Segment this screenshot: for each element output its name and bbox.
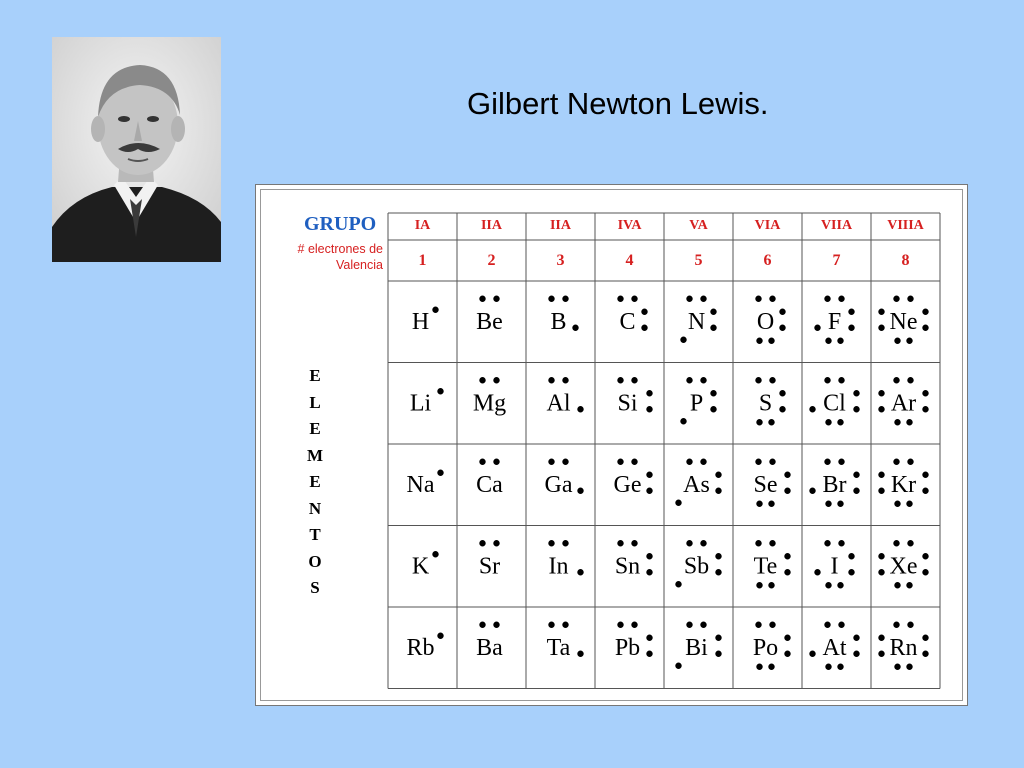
electron-dot	[577, 406, 583, 412]
grupo-label: GRUPO	[304, 213, 377, 235]
electron-dot	[894, 582, 900, 588]
electron-dot	[769, 296, 775, 302]
group-label: IIA	[549, 218, 572, 233]
electron-dot	[700, 459, 706, 465]
valence-count: 3	[556, 252, 565, 269]
element-symbol: Se	[753, 471, 778, 498]
element-symbol: Ta	[546, 634, 571, 661]
electron-dot	[825, 664, 831, 670]
electron-dot	[779, 309, 785, 315]
electron-dot	[617, 540, 623, 546]
electron-dot	[779, 325, 785, 331]
valence-label-line2: Valencia	[335, 258, 383, 272]
electron-dot	[686, 459, 692, 465]
electron-dot	[853, 472, 859, 478]
element-symbol: Na	[406, 471, 435, 498]
electron-dot	[769, 377, 775, 383]
electron-dot	[907, 377, 913, 383]
valence-count: 6	[763, 252, 772, 269]
electron-dot	[479, 540, 485, 546]
electron-dot	[675, 581, 681, 587]
electron-dot	[779, 390, 785, 396]
elementos-letter: N	[308, 498, 322, 518]
element-symbol: Po	[752, 634, 779, 661]
element-symbol: C	[619, 308, 636, 335]
electron-dot	[825, 582, 831, 588]
electron-dot	[562, 459, 568, 465]
element-symbol: Sn	[614, 553, 641, 580]
electron-dot	[907, 622, 913, 628]
electron-dot	[893, 296, 899, 302]
electron-dot	[824, 540, 830, 546]
electron-dot	[479, 377, 485, 383]
electron-dot	[479, 459, 485, 465]
electron-dot	[768, 582, 774, 588]
element-symbol: Sb	[683, 553, 710, 580]
electron-dot	[756, 419, 762, 425]
electron-dot	[675, 663, 681, 669]
valence-count: 8	[901, 252, 910, 269]
element-symbol: Br	[822, 471, 847, 498]
electron-dot	[893, 540, 899, 546]
element-symbol: In	[548, 553, 569, 580]
group-label: IVA	[617, 218, 642, 233]
electron-dot	[715, 569, 721, 575]
electron-dot	[838, 622, 844, 628]
electron-dot	[700, 377, 706, 383]
electron-dot	[824, 377, 830, 383]
electron-dot	[848, 325, 854, 331]
electron-dot	[922, 651, 928, 657]
electron-dot	[756, 664, 762, 670]
electron-dot	[715, 472, 721, 478]
electron-dot	[838, 459, 844, 465]
electron-dot	[809, 651, 815, 657]
element-symbol: F	[827, 308, 842, 335]
electron-dot	[906, 501, 912, 507]
electron-dot	[809, 406, 815, 412]
electron-dot	[755, 296, 761, 302]
electron-dot	[646, 390, 652, 396]
electron-dot	[848, 569, 854, 575]
electron-dot	[894, 419, 900, 425]
electron-dot	[837, 582, 843, 588]
element-symbol: B	[550, 308, 567, 335]
element-symbol: Te	[753, 553, 778, 580]
elementos-letter: S	[310, 578, 320, 597]
electron-dot	[922, 390, 928, 396]
electron-dot	[768, 501, 774, 507]
electron-dot	[853, 390, 859, 396]
electron-dot	[641, 325, 647, 331]
group-label: VA	[689, 218, 708, 233]
electron-dot	[922, 309, 928, 315]
electron-dot	[825, 501, 831, 507]
electron-dot	[493, 377, 499, 383]
electron-dot	[548, 540, 554, 546]
electron-dot	[493, 459, 499, 465]
electron-dot	[906, 582, 912, 588]
electron-dot	[631, 540, 637, 546]
electron-dot	[837, 501, 843, 507]
group-label: VIIIA	[887, 218, 924, 233]
electron-dot	[922, 406, 928, 412]
electron-dot	[686, 540, 692, 546]
electron-dot	[646, 651, 652, 657]
electron-dot	[479, 296, 485, 302]
electron-dot	[756, 501, 762, 507]
portrait-photo	[52, 37, 221, 262]
group-label: VIA	[754, 218, 781, 233]
electron-dot	[479, 622, 485, 628]
element-symbol: Si	[617, 390, 638, 417]
electron-dot	[577, 488, 583, 494]
electron-dot	[755, 622, 761, 628]
electron-dot	[572, 325, 578, 331]
element-symbol: Kr	[890, 471, 917, 498]
electron-dot	[784, 635, 790, 641]
elementos-letter: L	[309, 392, 321, 412]
element-symbol: Mg	[472, 390, 507, 417]
electron-dot	[907, 540, 913, 546]
electron-dot	[617, 459, 623, 465]
electron-dot	[922, 569, 928, 575]
electron-dot	[577, 569, 583, 575]
lewis-dot-table	[255, 184, 968, 706]
element-symbol: Al	[546, 390, 571, 417]
element-symbol: Ba	[476, 634, 503, 661]
electron-dot	[755, 540, 761, 546]
electron-dot	[768, 338, 774, 344]
electron-dot	[710, 406, 716, 412]
electron-dot	[617, 296, 623, 302]
element-symbol: Rb	[406, 634, 435, 661]
electron-dot	[548, 296, 554, 302]
electron-dot	[631, 377, 637, 383]
element-symbol: Be	[476, 308, 503, 335]
electron-dot	[646, 472, 652, 478]
electron-dot	[893, 622, 899, 628]
group-label: IIA	[480, 218, 503, 233]
element-symbol: Xe	[889, 553, 918, 580]
elementos-letter: O	[308, 551, 322, 571]
electron-dot	[493, 296, 499, 302]
electron-dot	[756, 582, 762, 588]
electron-dot	[646, 635, 652, 641]
electron-dot	[922, 472, 928, 478]
electron-dot	[894, 338, 900, 344]
lewis-grid	[256, 185, 969, 707]
element-symbol: K	[411, 553, 430, 580]
electron-dot	[562, 377, 568, 383]
electron-dot	[907, 296, 913, 302]
electron-dot	[768, 664, 774, 670]
electron-dot	[824, 459, 830, 465]
electron-dot	[710, 325, 716, 331]
electron-dot	[838, 296, 844, 302]
electron-dot	[878, 390, 884, 396]
electron-dot	[710, 390, 716, 396]
electron-dot	[893, 459, 899, 465]
electron-dot	[646, 406, 652, 412]
electron-dot	[769, 540, 775, 546]
electron-dot	[837, 338, 843, 344]
electron-dot	[784, 651, 790, 657]
electron-dot	[837, 664, 843, 670]
electron-dot	[853, 488, 859, 494]
element-symbol: Sr	[478, 553, 501, 580]
electron-dot	[922, 635, 928, 641]
electron-dot	[641, 309, 647, 315]
electron-dot	[437, 470, 443, 476]
electron-dot	[894, 664, 900, 670]
electron-dot	[562, 296, 568, 302]
electron-dot	[814, 325, 820, 331]
electron-dot	[809, 488, 815, 494]
element-symbol: N	[687, 308, 706, 335]
electron-dot	[432, 551, 438, 557]
electron-dot	[768, 419, 774, 425]
valence-count: 1	[418, 252, 427, 269]
electron-dot	[548, 377, 554, 383]
valence-label-line1: # electrones de	[297, 242, 383, 256]
electron-dot	[437, 633, 443, 639]
electron-dot	[907, 459, 913, 465]
electron-dot	[825, 338, 831, 344]
electron-dot	[878, 635, 884, 641]
electron-dot	[562, 622, 568, 628]
element-symbol: At	[822, 634, 847, 661]
slide-title: Gilbert Newton Lewis.	[467, 86, 769, 121]
electron-dot	[755, 377, 761, 383]
electron-dot	[493, 540, 499, 546]
electron-dot	[878, 406, 884, 412]
electron-dot	[824, 622, 830, 628]
electron-dot	[824, 296, 830, 302]
electron-dot	[700, 540, 706, 546]
electron-dot	[631, 296, 637, 302]
group-label: IA	[414, 218, 431, 233]
element-symbol: Rn	[889, 634, 918, 661]
valence-count: 4	[625, 252, 634, 269]
element-symbol: Li	[409, 390, 432, 417]
element-symbol: As	[683, 471, 710, 498]
electron-dot	[779, 406, 785, 412]
electron-dot	[848, 309, 854, 315]
electron-dot	[878, 651, 884, 657]
electron-dot	[646, 488, 652, 494]
electron-dot	[838, 377, 844, 383]
electron-dot	[631, 459, 637, 465]
electron-dot	[432, 307, 438, 313]
elementos-letter: E	[309, 419, 321, 438]
electron-dot	[710, 309, 716, 315]
electron-dot	[922, 325, 928, 331]
electron-dot	[715, 488, 721, 494]
valence-count: 5	[694, 252, 703, 269]
element-symbol: Ar	[890, 390, 917, 417]
element-symbol: Ga	[544, 471, 573, 498]
electron-dot	[784, 488, 790, 494]
electron-dot	[686, 377, 692, 383]
electron-dot	[577, 651, 583, 657]
electron-dot	[784, 472, 790, 478]
element-symbol: Ne	[889, 308, 918, 335]
electron-dot	[853, 635, 859, 641]
electron-dot	[906, 664, 912, 670]
electron-dot	[878, 569, 884, 575]
electron-dot	[715, 635, 721, 641]
electron-dot	[853, 651, 859, 657]
element-symbol: O	[756, 308, 775, 335]
electron-dot	[562, 540, 568, 546]
electron-dot	[837, 419, 843, 425]
electron-dot	[878, 325, 884, 331]
electron-dot	[838, 540, 844, 546]
group-label: VIIA	[820, 218, 853, 233]
electron-dot	[675, 500, 681, 506]
element-symbol: H	[411, 308, 430, 335]
element-symbol: S	[758, 390, 773, 417]
elementos-letter: E	[309, 472, 321, 491]
electron-dot	[878, 472, 884, 478]
electron-dot	[906, 338, 912, 344]
electron-dot	[906, 419, 912, 425]
electron-dot	[715, 553, 721, 559]
valence-count: 7	[832, 252, 841, 269]
electron-dot	[686, 296, 692, 302]
electron-dot	[755, 459, 761, 465]
electron-dot	[680, 418, 686, 424]
electron-dot	[437, 388, 443, 394]
element-symbol: Ge	[613, 471, 642, 498]
electron-dot	[686, 622, 692, 628]
element-symbol: I	[830, 553, 839, 580]
electron-dot	[680, 337, 686, 343]
electron-dot	[814, 569, 820, 575]
electron-dot	[631, 622, 637, 628]
electron-dot	[769, 459, 775, 465]
element-symbol: Cl	[823, 390, 846, 417]
electron-dot	[825, 419, 831, 425]
elementos-letter: T	[309, 525, 321, 544]
electron-dot	[893, 377, 899, 383]
electron-dot	[715, 651, 721, 657]
element-symbol: Bi	[685, 634, 708, 661]
electron-dot	[700, 622, 706, 628]
electron-dot	[878, 488, 884, 494]
electron-dot	[493, 622, 499, 628]
electron-dot	[617, 377, 623, 383]
elementos-letter: M	[306, 445, 324, 465]
element-symbol: Pb	[614, 634, 641, 661]
electron-dot	[784, 569, 790, 575]
electron-dot	[617, 622, 623, 628]
electron-dot	[894, 501, 900, 507]
element-symbol: Ca	[476, 471, 503, 498]
electron-dot	[548, 622, 554, 628]
element-symbol: P	[689, 390, 704, 417]
electron-dot	[646, 569, 652, 575]
electron-dot	[922, 553, 928, 559]
electron-dot	[848, 553, 854, 559]
electron-dot	[922, 488, 928, 494]
electron-dot	[548, 459, 554, 465]
electron-dot	[853, 406, 859, 412]
electron-dot	[784, 553, 790, 559]
electron-dot	[769, 622, 775, 628]
electron-dot	[646, 553, 652, 559]
valence-count: 2	[487, 252, 496, 269]
electron-dot	[878, 309, 884, 315]
elementos-letter: E	[309, 366, 321, 385]
electron-dot	[878, 553, 884, 559]
electron-dot	[756, 338, 762, 344]
electron-dot	[700, 296, 706, 302]
